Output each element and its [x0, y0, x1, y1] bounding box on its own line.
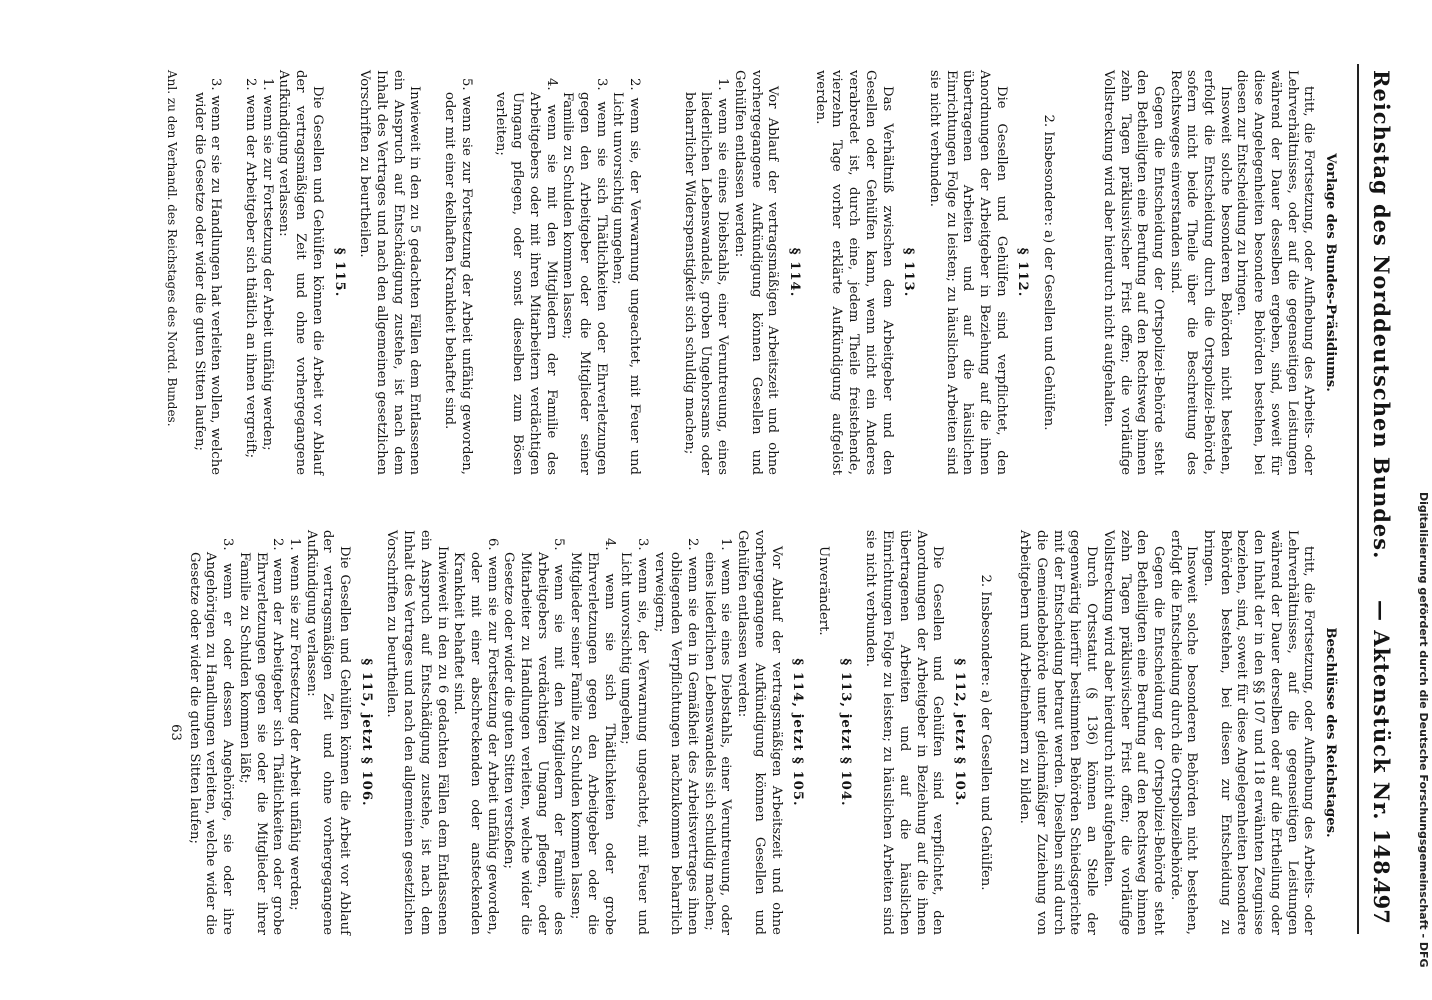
- left-paragraph: Die Gesellen und Gehülfen sind verpflichtet, den Anordnungen der Arbeitgeber in Beziehung auf die ihnen übertragenen Arbeiten und auf die häuslichen Einrichtungen Folge zu leisten; zu häuslichen Arbeiten sind sie nicht verbunden.: [926, 70, 1009, 475]
- left-list-item: 1. wenn sie zur Fortsetzung der Arbeit unfähig werden;: [259, 78, 275, 451]
- left-list-item: 2. wenn der Arbeitgeber sich thätlich an ihnen vergreift;: [243, 78, 259, 459]
- right-list-item: 6. wenn sie zur Fortsetzung der Arbeit unfähig geworden, oder mit einer abschreckenden oder ansteckenden Krankheit behaftet sind.: [451, 538, 500, 935]
- right-column: [166, 530, 1344, 935]
- right-page-mark: 63: [168, 724, 183, 741]
- left-subheading: 2. Insbesondere: a) der Gesellen und Gehülfen.: [1041, 114, 1057, 431]
- left-list-item: 2. wenn sie, der Verwarnung ungeachtet, mit Feuer und Licht unvorsichtig umgehen;: [610, 78, 643, 475]
- right-section-114: § 114, jetzt § 105.: [790, 658, 806, 807]
- left-paragraph: Vor Ablauf der vertragsmäßigen Arbeitszeit und ohne vorhergegangene Aufkündigung können Gesellen und Gehülfen entlassen werden:: [731, 70, 781, 475]
- left-list-item: 5. wenn sie zur Fortsetzung der Arbeit unfähig geworden, oder mit einer ekelhaften Krankheit behaftet sind.: [442, 78, 474, 475]
- left-list-item: 4. wenn sie mit den Mitgliedern der Familie des Arbeitgebers oder mit ihren Mitarbeitern verdächtigen Umgang pflegen, oder sonst dieselben zum Bösen verleiten;: [493, 78, 559, 475]
- right-column-heading: Beschlüsse des Reichstages.: [1323, 627, 1338, 838]
- header-left-title: Reichstag des Norddeutschen Bundes.: [1369, 70, 1394, 560]
- right-subheading: 2. Insbesondere: a) der Gesellen und Gehülfen.: [977, 574, 993, 891]
- right-section-115: § 115, jetzt § 106.: [358, 658, 374, 807]
- spacer: [642, 70, 680, 475]
- left-list-item: 3. wenn er sie zu Handlungen hat verleiten wollen, welche wider die Gesetze oder wider die guten Sitten laufen;: [191, 78, 224, 475]
- left-paragraph: Gegen die Entscheidung der Ortspolizei-Behörde steht den Betheiligten eine Berufung auf den Rechtsweg binnen zehn Tagen präklusivischer Frist offen; die vorläufige Vollstreckung wird aber hierdurch nicht aufgehalten.: [1100, 70, 1166, 475]
- header-rule: [1357, 64, 1359, 934]
- left-column: [163, 70, 1344, 475]
- left-section-113: § 113.: [901, 247, 917, 298]
- spacer: [223, 70, 241, 475]
- right-paragraph: Insoweit solche besonderen Behörden nicht bestehen, erfolgt die Entscheidung durch die Ortspolizeibehörde.: [1167, 530, 1200, 935]
- right-list-item: 2. wenn sie den in Gemäßheit des Arbeitsvertrages ihnen obliegenden Verpflichtungen nachzukommen beharrlich verweigern;: [651, 538, 701, 935]
- spacer: [474, 70, 492, 475]
- spacer: [422, 70, 440, 475]
- right-list-item: 1. wenn sie eines Diebstahls, einer Veruntreuung, oder eines liederlichen Lebenswandels sich schuldig machen;: [701, 538, 734, 935]
- right-list-item: 3. wenn sie, der Verwarnung ungeachtet, mit Feuer und Licht unvorsichtig umgehen;: [618, 538, 650, 935]
- left-footnote: Anl. zu den Verhandl. des Reichstages des Nordd. Bundes.: [164, 70, 179, 427]
- spacer: [998, 530, 1016, 935]
- right-paragraph: Unverändert.: [816, 546, 832, 636]
- left-paragraph: Inwieweit in den zu 5 gedachten Fällen dem Entlassenen ein Anspruch auf Entschädigung zustehe, ist nach dem Inhalt des Vertrages und nach den allgemeinen gesetzlichen Vorschriften zu beurtheilen.: [357, 70, 423, 475]
- left-column-heading: Vorlage des Bundes-Präsidiums.: [1323, 153, 1338, 392]
- right-list-item: 3. wenn er oder dessen Angehörige, sie oder ihre Angehörigen zu Handlungen verleiten, welche wider die Gesetze oder wider die guten Sitten laufen;: [186, 538, 236, 935]
- left-section-115: § 115.: [331, 247, 347, 298]
- right-section-113: § 113, jetzt § 104.: [837, 658, 853, 807]
- left-paragraph: Insoweit solche besonderen Behörden nicht bestehen, erfolgt die Entscheidung durch die Ortspolizei-Behörde, sofern nicht beide Theile über die Beschreitung des Rechtsweges einverstanden sind.: [1167, 70, 1233, 475]
- left-list-item: 3. wenn sie sich Thätlichkeiten oder Ehrverletzungen gegen den Arbeitgeber oder die Mitglieder seiner Familie zu Schulden kommen lassen;: [560, 78, 609, 475]
- right-paragraph: Vor Ablauf der vertragsmäßigen Arbeitszeit und ohne vorhergegangene Aufkündigung können Gesellen und Gehülfen entlassen werden:: [735, 530, 784, 935]
- left-paragraph: Die Gesellen und Gehülfen können die Arbeit vor Ablauf der vertragsmäßigen Zeit und ohne vorhergegangene Aufkündigung verlassen:: [276, 70, 325, 475]
- right-list-item: 1. wenn sie zur Fortsetzung der Arbeit unfähig werden;: [286, 538, 302, 911]
- header-right-title: — Aktenstück Nr. 148.: [1369, 600, 1394, 885]
- right-list-item: 5. wenn sie mit den Mitgliedern der Familie des Arbeitgebers verdächtigen Umgang pflegen, oder Mitarbeiter zu Handlungen verleiten, welche wider die Gesetze oder wider die guten Sitten verstoßen;: [501, 538, 567, 935]
- left-section-114: § 114.: [787, 247, 803, 298]
- left-paragraph: tritt, die Fortsetzung, oder Aufhebung des Arbeits- oder Lehrverhältnisses, oder auf die gegenseitigen Leistungen während der Dauer desselben ergeben, sind, soweit für diese Angelegenheiten besondere Behörden bestehen, bei diesen zur Entscheidung zu bringen.: [1234, 70, 1317, 475]
- right-paragraph: Inwieweit in den zu 6 gedachten Fällen dem Entlassenen ein Anspruch auf Entschädigung zustehe, ist nach dem Inhalt des Vertrages und nach den allgemeinen gesetzlichen Vorschriften zu beurtheilen.: [384, 530, 450, 935]
- page-number: 497: [1369, 880, 1394, 924]
- right-list-item: 4. wenn sie sich Thätlichkeiten oder grobe Ehrverletzungen gegen den Arbeitgeber oder die Mitglieder seiner Familie zu Schulden kommen lassen;: [568, 538, 617, 935]
- dfg-funding-note: Digitalisierung gefördert durch die Deutsche Forschungsgemeinschaft - DFG: [1417, 492, 1430, 968]
- right-paragraph: tritt, die Fortsetzung, oder Aufhebung des Arbeits- oder Lehrverhältnisses, auf die gegenseitigen Leistungen während der Dauer derselben oder auf die Ertheilung oder den Inhalt der in den §§ 107 und 118 erwähnten Zeugnisse beziehen, sind, soweit für diese Angelegenheiten besondere Behörden bestehen, bei diesen zur Entscheidung zu bringen.: [1201, 530, 1317, 935]
- left-paragraph: Das Verhältniß zwischen dem Arbeitgeber und den Gesellen oder Gehülfen kann, wenn nicht ein Anderes verabredet ist, durch eine, jedem Theile freistehende, vierzehn Tage vorher erklärte Aufkündigung aufgelöst werden.: [812, 70, 895, 475]
- right-paragraph: Die Gesellen und Gehülfen können die Arbeit vor Ablauf der vertragsmäßigen Zeit und ohne vorhergegangene Aufkündigung verlassen:: [303, 530, 353, 935]
- right-list-item: 2. wenn der Arbeitgeber sich Thätlichkeiten oder grobe Ehrverletzungen gegen sie oder die Mitglieder ihrer Familie zu Schulden kommen läßt;: [236, 538, 286, 935]
- spacer: [1061, 70, 1099, 475]
- right-section-112: § 112, jetzt § 103.: [951, 658, 967, 807]
- right-paragraph: Gegen die Entscheidung der Ortspolizei-Behörde steht den Betheiligten eine Berufung auf den Rechtsweg binnen zehn Tagen präklusivischer Frist offen; die vorläufige Vollstreckung wird aber hierdurch nicht aufgehalten.: [1100, 530, 1166, 935]
- left-section-112: § 112.: [1015, 247, 1031, 298]
- right-paragraph: Durch Ortsstatut (§ 136) können an Stelle der gegenwärtig hierfür bestimmten Behörden Schiedsgerichte mit der Entscheidung betraut werden. Dieselben sind durch die Gemeindebehörde unter gleichmäßiger Zuziehung von Arbeitgebern und Arbeitnehmern zu bilden.: [1017, 530, 1100, 935]
- left-list-item: 1. wenn sie eines Diebstahls, einer Veruntreuung, eines liederlichen Lebenswandels, groben Ungehorsams oder beharrlicher Widerspenstigkeit sich schuldig machen;: [681, 78, 731, 475]
- right-paragraph: Die Gesellen und Gehülfen sind verpflichtet, den Anordnungen der Arbeitgeber in Beziehung auf die ihnen übertragenen Arbeiten und auf die häuslichen Einrichtungen Folge zu leisten; zu häuslichen Arbeiten sind sie nicht verbunden.: [863, 530, 946, 935]
